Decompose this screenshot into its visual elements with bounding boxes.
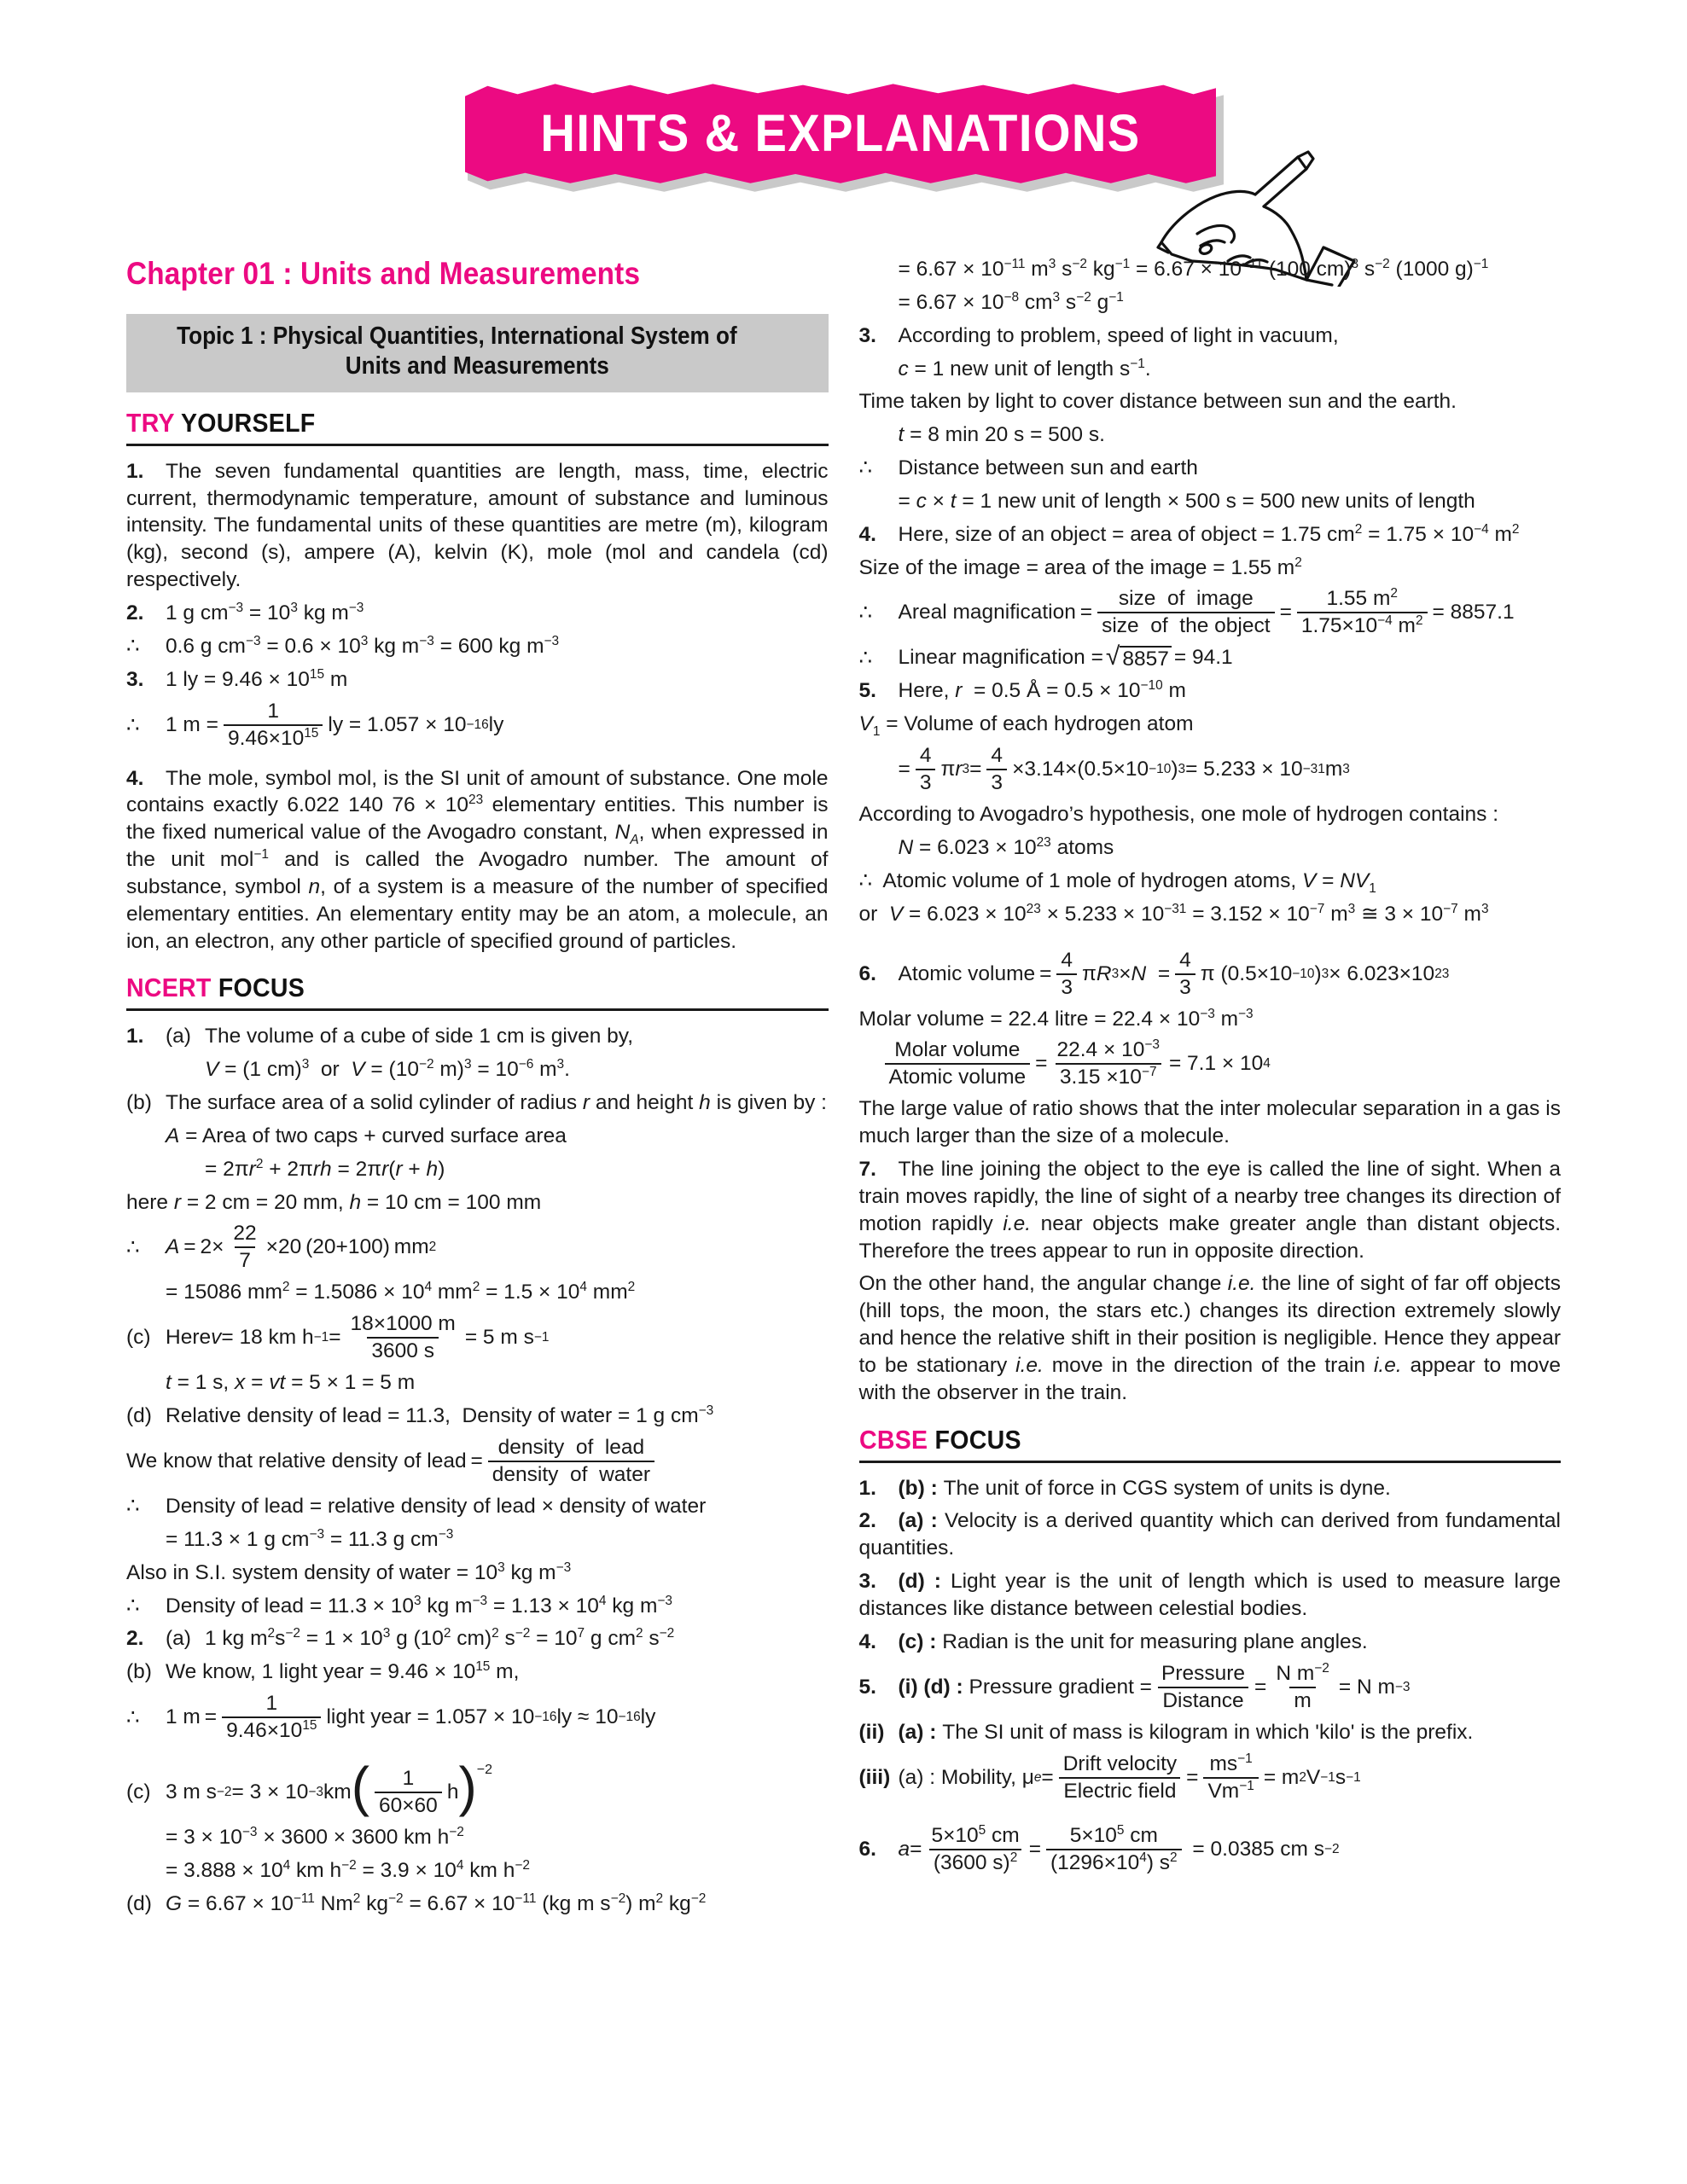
ncert-item-2c-line3: = $3.888 \times 10^4$ km $h^{-2} = 3.9 \times 10^4$ km $h^{-2}$ — [166, 1857, 530, 1882]
left-column — [126, 256, 829, 1924]
fraction-nm-2-over-m: $\frac{N m^{-2}}{m}$ — [1276, 1660, 1329, 1712]
cbse-item-1-number: 1. — [858, 1476, 876, 1500]
ncert-item-1b-line3: = $2\pi r^2 + 2\pi rh = 2\pi r(r + h)$ — [205, 1156, 445, 1181]
try-item-2-number: 2. — [126, 601, 144, 624]
cbse-item-3-text: Light year is the unit of length which is used to measure large distances like distance between celestial bodies. — [858, 1570, 1561, 1620]
page-content — [0, 256, 1687, 1924]
cbse-item-5-number: 5. — [858, 1675, 876, 1699]
ncert-item-1b-line5: ∴ A = 2× $\frac{22}{7}$ ×20 (20+100) mm 2 — [126, 1222, 437, 1273]
cbse-item-5-answer: (i) (d) — [898, 1675, 951, 1699]
right-item-6-line2: Molar volume = 22.4 litre = $22.4 \times 10^{-3}$ $m^{-3}$ — [858, 1006, 1254, 1031]
ncert-item-1b — [126, 1089, 829, 1117]
ncert-item-2b-line2: ∴ 1 m = $\frac{1}{9.46\times 10^{15}}$ light year = 1.057 × 10 −16 ly ≈ 10 −16 ly — [126, 1692, 656, 1743]
ncert-item-1 — [126, 1023, 829, 1050]
cbse-item-4: 4. (c) : Radian is the unit for measuring plane angles. — [859, 1629, 1562, 1656]
square-root-8857: √ 8857 — [1106, 644, 1172, 671]
cbse-item-3-answer: (d) — [898, 1570, 925, 1594]
ncert-item-2-label: (a) — [166, 1627, 191, 1651]
ncert-item-1d — [126, 1403, 829, 1430]
parenthesized-power: ( $\frac{1}{60\times 60}$ h ) −2 — [351, 1756, 493, 1818]
fraction-155-over-175e-4: $\frac{1.55 m^2}{1.75\times 10^{-4} m^2}$ — [1297, 587, 1428, 638]
therefore-symbol: ∴ — [126, 1495, 140, 1518]
ncert-item-1-number: 1. — [126, 1025, 144, 1048]
topic-bar — [126, 314, 829, 392]
right-item-3-line4: t = 8 min 20 s = 500 s. — [898, 423, 1105, 447]
ncert-item-1d-line3: ∴ Density of lead = relative density of lead × density of water — [126, 1493, 829, 1520]
cbse-item-5: 5. (i) (d) : Pressure gradient = $\frac{\text{Pressure}}{\text{Distance}}$ = $\frac{N m^{-2}}{m}$ = N m −3 — [858, 1660, 1411, 1712]
ncert-item-1b-text: The surface area of a solid cylinder of radius r and height h is given by : — [166, 1091, 827, 1115]
ncert-item-1c-line2: t = 1 s, x = vt = 5 × 1 = 5 m — [166, 1371, 416, 1395]
fraction-one-over-946e15: $\frac{1}{9.46\times 10^{15}}$ — [224, 700, 323, 751]
fraction-one-over-946e15: $\frac{1}{9.46\times 10^{15}}$ — [222, 1692, 321, 1743]
try-yourself-dark: YOURSELF — [180, 407, 316, 438]
ncert-item-2b-label: (b) — [126, 1660, 152, 1684]
right-item-4-line3: ∴ Areal magnification = $\frac{\text{size of image}}{\text{size of the object}}$ = $\frac{1.55 m^2}{1.75\times 10^{-4} m^2}$ = 8857.1 — [858, 586, 1515, 638]
cbse-item-6: 6. a = $\frac{5\times 10^5 cm}{(3600 s)^2}$ = $\frac{5\times 10^5 cm}{(1296\times 10^4) s^2}$ = 0.0385 cm s −2 — [858, 1822, 1340, 1874]
cbse-item-4-number: 4. — [858, 1629, 876, 1653]
right-item-7-line2: On the other hand, the angular change i.e. the line of sight of far off objects (hill tops, the moon, the stars etc.) changes its direction extremely slowly and hence the relative shift in their position is negligible. Hence they appear to be stationary i.e. move in the direction of the train i.e. appear to move with the observer in the train. — [858, 1272, 1562, 1404]
cbse-item-2-number: 2. — [858, 1509, 876, 1533]
fraction-22-over-7: $\frac{22}{7}$ — [233, 1222, 257, 1273]
fraction-density-lead-over-water: $\frac{\text{density of lead}}{\text{density of water}}$ — [488, 1436, 654, 1487]
banner-title: HINTS & EXPLANATIONS — [540, 104, 1141, 162]
ncert-focus-accent: NCERT — [126, 973, 212, 1003]
cbse-item-4-text: Radian is the unit for measuring plane angles. — [942, 1629, 1368, 1653]
cbse-item-2-answer: (a) — [898, 1509, 924, 1533]
topic-bar-line1: Topic 1 : Physical Quantities, International System of — [177, 322, 737, 350]
right-item-4-line2: Size of the image = area of the image = 1.55 $m^2$ — [858, 555, 1302, 579]
right-item-4: 4. Here, size of an object = area of object = 1.75 $cm^2 = 1.75 \times 10^{-4}$ $m^2$ — [859, 521, 1562, 549]
cbse-item-4-answer: (c) — [898, 1629, 924, 1653]
ncert-item-1d-line5: Also in S.I. system density of water = $10^3$ kg $m^{-3}$ — [126, 1560, 572, 1584]
right-item-5-line7: or $V = 6.023 \times 10^{23} \times 5.233 \times 10^{-31} = 3.152 \times 10^{-7}$ $m^3$ ≅ $3 \times 10^{-7}$ $m^3$ — [858, 901, 1489, 926]
try-item-3-number: 3. — [126, 667, 144, 691]
cbse-item-5ii-text: The SI unit of mass is kilogram in which 'kilo' is the prefix. — [942, 1720, 1474, 1744]
ncert-focus-dark: FOCUS — [218, 973, 305, 1003]
right-continuation-line1: = $6.67 \times 10^{-11}$ $m^3$ $s^{-2}$ $kg^{-1} = 6.67 \times 10^{-11}$ (100 cm)$^3$ $s^{-2}$ (1000 g)$^{-1}$ — [898, 256, 1489, 281]
cbse-item-5ii-number: (ii) — [858, 1720, 885, 1744]
ncert-item-1c-label: (c) — [126, 1326, 151, 1350]
ncert-item-1-text: The volume of a cube of side 1 cm is given by, — [205, 1025, 634, 1048]
cbse-focus-dark: FOCUS — [934, 1424, 1021, 1455]
fraction-4-over-3: $\frac{4}{3}$ — [1056, 949, 1077, 1000]
cbse-focus-heading — [859, 1425, 1505, 1455]
therefore-symbol: ∴ — [858, 647, 873, 671]
fraction-ms-1-over-vm-1: $\frac{ms^{-1}}{Vm^{-1}}$ — [1203, 1752, 1258, 1804]
right-item-5: 5. Here, r = 0.5 Å = $0.5 \times 10^{-10}$ m — [859, 677, 1562, 705]
cbse-item-1-answer: (b) — [898, 1476, 925, 1500]
ncert-item-1d-line2: We know that relative density of lead = $\frac{\text{density of lead}}{\text{density of water}}$ — [126, 1436, 829, 1487]
therefore-symbol: ∴ — [126, 634, 140, 658]
cbse-item-2-text: Velocity is a derived quantity which can derived from fundamental quantities. — [858, 1509, 1561, 1560]
ncert-item-1b-line6: = 15086 $mm^2 = 1.5086 \times 10^4$ $mm^2 = 1.5 \times 10^4$ $mm^2$ — [166, 1280, 636, 1304]
ncert-item-1d-line4: = 11.3 × 1 g $cm^{-3} = 11.3$ g $cm^{-3}$ — [166, 1526, 454, 1551]
right-item-3: 3. According to problem, speed of light in vacuum, — [859, 322, 1562, 350]
right-item-3-line2: c = 1 new unit of length $s^{-1}$. — [898, 356, 1151, 380]
ncert-item-1d-line6: ∴ Density of lead = $11.3 \times 10^3$ kg $m^{-3} = 1.13 \times 10^4$ kg $m^{-3}$ — [126, 1593, 829, 1620]
right-item-3-number: 3. — [858, 323, 876, 347]
fraction-5e5cm-over-3600s2: $\frac{5\times 10^5 cm}{(3600 s)^2}$ — [927, 1824, 1023, 1875]
cbse-focus-rule — [859, 1461, 1562, 1463]
ncert-item-2c-line2: = $3 \times 10^{-3} \times 3600 \times 3600$ km $h^{-2}$ — [166, 1824, 464, 1850]
ncert-item-2: 2. (a) 1 kg $m^2s^{-2} = 1 \times 10^3$ g ($10^2$ cm)$^2$ $s^{-2} = 10^7$ g $cm^2$ $s^{-2}$ — [126, 1625, 829, 1653]
right-item-6-line3: $\frac{\text{Molar volume}}{\text{Atomic volume}}$ = $\frac{22.4 \times 10^{-3}}{3.15 \times 10^{-7}}$ = 7.1 × 10 4 — [859, 1038, 1562, 1089]
cbse-item-5iii-answer: (a) — [898, 1765, 924, 1789]
ncert-item-1-formula: V = (1 cm)$^3$ or $V = (10^{-2}$ $m)^3 = 10^{-6}$ $m^3$. — [205, 1057, 570, 1082]
cbse-item-5iii-number: (iii) — [858, 1765, 891, 1789]
ncert-item-1d-text: Relative density of lead = 11.3, Density of water = 1 g $cm^{-3}$ — [166, 1403, 714, 1428]
right-item-3-line3: Time taken by light to cover distance between sun and the earth. — [858, 390, 1457, 414]
try-item-3: 3. 1 ly = $9.46 \times 10^{15}$ m — [126, 666, 829, 694]
page-banner — [0, 67, 1687, 224]
right-continuation-line2: = $6.67 \times 10^{-8}$ $cm^3$ $s^{-2}$ $g^{-1}$ — [898, 289, 1124, 314]
try-item-2: 2. 1 g $cm^{-3} = 10^3$ kg $m^{-3}$ — [126, 600, 829, 627]
therefore-symbol: ∴ — [858, 456, 873, 480]
try-item-1: 1. The seven fundamental quantities are length, mass, time, electric current, thermodynamic temperature, amount of substance and luminous intensity. The fundamental units of these quantities are metre (m), kilogram (kg), second (s), ampere (A), kelvin (K), mole (mol and candela (cd) respectively. — [126, 459, 829, 592]
fraction-4-over-3: $\frac{4}{3}$ — [916, 744, 936, 795]
ncert-item-1b-line2: A = Area of two caps + curved surface area — [166, 1124, 567, 1147]
ncert-item-2d-label: (d) — [126, 1891, 152, 1915]
right-item-3-line6: = c × t = 1 new unit of length × 500 s = 500 new units of length — [898, 489, 1475, 513]
try-item-4-number: 4. — [126, 766, 144, 790]
cbse-item-5iii: (iii) (a) : Mobility, μ e = $\frac{\text{Drift velocity}}{\text{Electric field}}$ = $\frac{ms^{-1}}{Vm^{-1}}$ = m 2 V −1 s −1 — [858, 1751, 1361, 1803]
right-item-3-line5: ∴ Distance between sun and earth — [859, 455, 1562, 482]
right-item-5-line4: According to Avogadro’s hypothesis, one mole of hydrogen contains : — [858, 803, 1499, 827]
ncert-item-2b: (b) We know, 1 light year = $9.46 \times 10^{15}$ m, — [126, 1658, 829, 1686]
ncert-item-2c: (c) 3 m s −2 = 3 × 10 −3 km ( $\frac{1}{60\times 60}$ h ) −2 — [126, 1756, 493, 1818]
cbse-item-5ii: (ii) (a) : The SI unit of mass is kilogram in which 'kilo' is the prefix. — [859, 1719, 1562, 1746]
right-item-5-line5: $N = 6.023 \times 10^{23}$ atoms — [898, 834, 1114, 859]
ncert-focus-heading — [126, 973, 772, 1003]
right-item-6: 6. Atomic volume = $\frac{4}{3}$ π R 3 × N = $\frac{4}{3}$ π (0.5×10 −10 ) 3 × 6.023×10 23 — [858, 948, 1450, 999]
ncert-item-2c-label: (c) — [126, 1780, 151, 1804]
ncert-focus-rule — [126, 1008, 829, 1011]
right-item-5-number: 5. — [858, 679, 876, 703]
fraction-drift-velocity-over-electric-field: $\frac{\text{Drift velocity}}{\text{Electric field}}$ — [1059, 1752, 1181, 1804]
ncert-item-1b-line4: here r = 2 cm = 20 mm, h = 10 cm = 100 mm — [126, 1190, 542, 1214]
right-item-5-line6: ∴ Atomic volume of 1 mole of hydrogen atoms, $V = NV_1$ — [858, 868, 1376, 896]
right-item-5-line2: $V_1$ = Volume of each hydrogen atom — [858, 712, 1194, 740]
try-item-3b: ∴ 1 m = $\frac{1}{9.46\times 10^{15}}$ ly = 1.057 × 10 −16 ly — [126, 699, 504, 750]
therefore-symbol: ∴ — [126, 1236, 140, 1260]
right-item-6-line4: The large value of ratio shows that the inter molecular separation in a gas is much larger than the size of a molecule. — [858, 1097, 1561, 1148]
try-yourself-accent: TRY — [126, 407, 175, 438]
ncert-item-2-number: 2. — [126, 1627, 144, 1651]
cbse-item-6-number: 6. — [858, 1837, 876, 1861]
fraction-224e-3-over-315e-7: $\frac{22.4 \times 10^{-3}}{3.15 \times 10^{-7}}$ — [1056, 1037, 1160, 1089]
therefore-symbol: ∴ — [126, 1706, 140, 1730]
fraction-pressure-over-distance: $\frac{\text{Pressure}}{\text{Distance}}$ — [1157, 1662, 1249, 1713]
right-item-6-number: 6. — [858, 961, 876, 985]
cbse-item-1-text: The unit of force in CGS system of units is dyne. — [943, 1476, 1391, 1500]
ncert-item-1d-label: (d) — [126, 1404, 152, 1428]
fraction-4-over-3: $\frac{4}{3}$ — [1175, 949, 1195, 1000]
fraction-5e5cm-over-1296e4s2: $\frac{5\times 10^5 cm}{(1296\times 10^4) s^2}$ — [1046, 1824, 1182, 1875]
fraction-4-over-3: $\frac{4}{3}$ — [986, 744, 1007, 795]
therefore-symbol: ∴ — [858, 601, 873, 625]
cbse-item-3: 3. (d) : Light year is the unit of length which is used to measure large distances like distance between celestial bodies. — [858, 1570, 1561, 1620]
ncert-item-1b-label: (b) — [126, 1091, 152, 1115]
cbse-item-2: 2. (a) : Velocity is a derived quantity which can derived from fundamental quantities. — [858, 1509, 1561, 1560]
therefore-symbol: ∴ — [126, 713, 140, 737]
fraction-molar-over-atomic-volume: $\frac{\text{Molar volume}}{\text{Atomic volume}}$ — [885, 1038, 1031, 1089]
ncert-item-1c: (c) Here v = 18 km h −1 = $\frac{18\times 1000 m}{3600 s}$ = 5 m s −1 — [126, 1312, 550, 1363]
topic-bar-line2: Units and Measurements — [345, 352, 609, 380]
therefore-symbol: ∴ — [126, 1594, 140, 1618]
try-item-2b: ∴ 0.6 g $cm^{-3} = 0.6 \times 10^3$ kg $m^{-3} = 600$ kg $m^{-3}$ — [126, 633, 829, 660]
right-item-5-line3: = $\frac{4}{3}$ π r 3 = $\frac{4}{3}$ ×3.14×(0.5×10 −10 ) 3 = 5.233 × 10 −31 m 3 — [898, 744, 1350, 795]
right-item-7: 7. The line joining the object to the eye is called the line of sight. When a train moves rapidly, the line of sight of a nearby tree changes its direction of motion rapidly i.e. near objects make greater angle than distant objects. Therefore the trees appear to run in opposite direction. — [858, 1158, 1561, 1263]
right-column — [859, 256, 1562, 1924]
right-item-7-number: 7. — [858, 1158, 876, 1182]
try-item-1-number: 1. — [126, 459, 144, 483]
try-item-4: 4. The mole, symbol mol, is the SI unit of amount of substance. One mole contains exactly 6.022 140 $76 \times 10^{23}$ elementary entities. This number is the fixed numerical value of the Avogadro constant, $N_A$, when expressed in the unit mol$^{-1}$ and is called the Avogadro number. The amount of substance, symbol n, of a system is a measure of the number of specified elementary entities. An elementary entity may be an atom, a molecule, an ion, an electron, any other particle of specified ground of particles. — [126, 766, 829, 953]
try-yourself-heading — [126, 408, 772, 439]
cbse-item-3-number: 3. — [858, 1570, 876, 1594]
fraction-18x1000-over-3600: $\frac{18\times 1000 m}{3600 s}$ — [350, 1312, 456, 1363]
right-item-4-number: 4. — [858, 522, 876, 546]
ncert-item-2d: (d) $G = 6.67 \times 10^{-11}$ Nm$^2$ $kg^{-2} = 6.67 \times 10^{-11}$ (kg m $s^{-2}$) $m^2$ $kg^{-2}$ — [126, 1891, 829, 1918]
fraction-size-image-over-object: $\frac{\text{size of image}}{\text{size of the object}}$ — [1097, 587, 1274, 638]
cbse-focus-accent: CBSE — [858, 1424, 928, 1455]
cbse-item-5ii-answer: (a) — [898, 1720, 924, 1744]
chapter-title: Chapter 01 : Units and Measurements — [126, 256, 641, 291]
try-yourself-rule — [126, 444, 829, 446]
right-item-4-line4: ∴ Linear magnification = √ 8857 = 94.1 — [858, 642, 1233, 671]
cbse-item-1: 1. (b) : The unit of force in CGS system of units is dyne. — [859, 1475, 1562, 1502]
ncert-item-1-label: (a) — [166, 1025, 191, 1048]
fraction-one-over-60x60: $\frac{1}{60\times 60}$ — [375, 1767, 442, 1818]
